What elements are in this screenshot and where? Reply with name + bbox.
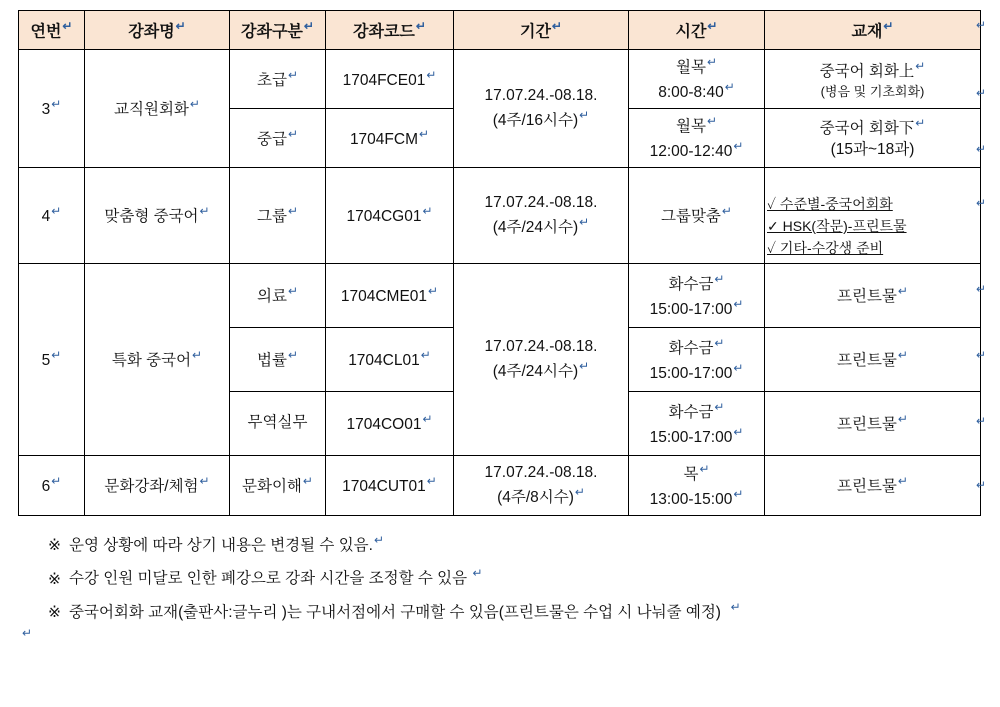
cell-course-code xyxy=(326,392,454,456)
pilcrow-icon: ↵ xyxy=(721,204,732,219)
value-textbook-title: 프린트물 xyxy=(837,288,897,306)
reference-mark-icon: ※ xyxy=(48,603,61,621)
value-time-range-wrap xyxy=(631,79,762,104)
value-textbook-title-wrap xyxy=(767,115,978,140)
value-course-code: 1704CL01 xyxy=(348,352,420,370)
value-period-weeks: (4주/24시수) xyxy=(492,218,579,236)
value-textbook-title-wrap xyxy=(767,58,978,83)
value-period-weeks-wrap xyxy=(456,107,626,132)
pilcrow-icon: ↵ xyxy=(420,348,431,363)
pilcrow-icon: ↵ xyxy=(733,486,744,501)
pilcrow-icon: ↵ xyxy=(51,204,62,219)
cell-no xyxy=(19,50,85,168)
cell-course-type xyxy=(230,109,326,168)
pilcrow-icon: ↵ xyxy=(706,55,717,69)
pilcrow-icon: ↵ xyxy=(897,474,908,489)
value-time-days-wrap xyxy=(631,271,762,296)
value-textbook-title: 프린트물 xyxy=(837,352,897,370)
value-period-weeks: (4주/16시수) xyxy=(492,111,579,129)
cell-period xyxy=(454,168,629,264)
value-time-range: 8:00-8:40 xyxy=(658,84,724,102)
footnote-text: 운영 상황에 따라 상기 내용은 변경될 수 있음. xyxy=(69,537,373,555)
value-time-days-wrap xyxy=(631,335,762,360)
value-time-range-wrap xyxy=(631,486,762,511)
cell-time xyxy=(629,168,765,264)
reference-mark-icon: ※ xyxy=(48,570,61,588)
value-no: 6 xyxy=(41,478,51,496)
cell-textbook xyxy=(765,109,981,168)
pilcrow-icon: ↵ xyxy=(189,97,200,112)
value-time-range: 15:00-17:00 xyxy=(649,364,733,382)
value-course-type: 무역실무 xyxy=(247,414,308,432)
pilcrow-icon: ↵ xyxy=(175,18,186,33)
cell-course-name xyxy=(85,456,230,516)
value-time-range-wrap xyxy=(631,138,762,163)
column-header-course-code xyxy=(326,11,454,50)
cell-course-type xyxy=(230,264,326,328)
column-header-course-type xyxy=(230,11,326,50)
cell-textbook xyxy=(765,50,981,109)
textbook-list xyxy=(767,174,978,259)
cell-textbook xyxy=(765,168,981,264)
value-time-days: 화수금 xyxy=(668,403,714,421)
cell-period xyxy=(454,264,629,456)
column-header-time xyxy=(629,11,765,50)
value-time-days-wrap xyxy=(631,399,762,424)
pilcrow-icon: ↵ xyxy=(302,474,313,489)
table-row xyxy=(19,50,981,109)
pilcrow-icon: ↵ xyxy=(472,566,483,581)
list-item: ✓ 기타-수강생 준비 xyxy=(767,239,884,256)
pilcrow-icon: ↵ xyxy=(733,139,744,154)
value-textbook-title-wrap xyxy=(767,411,978,436)
pilcrow-icon: ↵ xyxy=(287,284,298,299)
cell-textbook xyxy=(765,456,981,516)
value-period-weeks: (4주/8시수) xyxy=(497,488,574,506)
cell-course-code xyxy=(326,328,454,392)
cell-no xyxy=(19,168,85,264)
cell-course-type xyxy=(230,168,326,264)
value-textbook-title: 프린트물 xyxy=(837,478,897,496)
pilcrow-icon: ↵ xyxy=(976,348,987,362)
pilcrow-icon: ↵ xyxy=(915,58,926,73)
pilcrow-icon: ↵ xyxy=(426,67,437,82)
value-textbook-title: 중국어 회화上 xyxy=(819,62,915,80)
pilcrow-icon: ↵ xyxy=(426,474,437,489)
cell-period xyxy=(454,50,629,168)
cell-textbook xyxy=(765,392,981,456)
value-time-days-wrap xyxy=(631,461,762,486)
pilcrow-icon: ↵ xyxy=(51,348,62,363)
pilcrow-icon: ↵ xyxy=(303,18,314,33)
pilcrow-icon: ↵ xyxy=(714,399,725,414)
cell-course-type xyxy=(230,456,326,516)
value-time-days-wrap xyxy=(631,113,762,138)
pilcrow-icon: ↵ xyxy=(287,204,298,219)
value-course-name: 교직원회화 xyxy=(114,101,189,119)
table-row xyxy=(19,264,981,328)
column-header-period xyxy=(454,11,629,50)
pilcrow-icon: ↵ xyxy=(897,412,908,427)
course-schedule-table xyxy=(18,10,981,516)
value-textbook-title: 중국어 회화下 xyxy=(819,120,915,138)
cell-course-type xyxy=(230,50,326,109)
cell-course-name xyxy=(85,168,230,264)
footnotes xyxy=(18,528,986,627)
value-period-weeks-wrap xyxy=(456,358,626,383)
pilcrow-icon: ↵ xyxy=(883,18,894,33)
cell-no xyxy=(19,456,85,516)
value-period-weeks-wrap xyxy=(456,484,626,509)
pilcrow-icon: ↵ xyxy=(199,204,210,219)
pilcrow-icon: ↵ xyxy=(419,126,430,141)
table-header-row xyxy=(19,11,981,50)
pilcrow-icon: ↵ xyxy=(373,533,385,548)
pilcrow-icon: ↵ xyxy=(287,67,298,82)
pilcrow-icon: ↵ xyxy=(415,18,426,33)
value-textbook-note: (병음 및 기초회화) xyxy=(820,83,925,99)
value-time-days: 목 xyxy=(683,465,699,483)
value-period-date: 17.07.24.-08.18. xyxy=(484,193,598,211)
value-course-code: 1704CME01 xyxy=(340,288,428,306)
column-header-no xyxy=(19,11,85,50)
pilcrow-icon: ↵ xyxy=(287,348,298,363)
value-course-type: 문화이해 xyxy=(242,478,302,496)
cell-course-name xyxy=(85,264,230,456)
cell-time xyxy=(629,392,765,456)
value-textbook-title-wrap xyxy=(767,473,978,498)
column-header-course-name xyxy=(85,11,230,50)
pilcrow-icon: ↵ xyxy=(428,284,439,299)
value-time-range-wrap xyxy=(631,360,762,385)
header-label: 강좌구분 xyxy=(241,22,303,40)
footnote-text: 중국어회화 교재(출판사:글누리 )는 구내서점에서 구매할 수 있음(프린트물은 수업 시 나눠줄 예정) xyxy=(69,603,721,621)
list-item: ✓ HSK(작문)-프린트물 xyxy=(767,217,907,234)
pilcrow-icon: ↵ xyxy=(897,284,908,299)
pilcrow-icon: ↵ xyxy=(976,478,987,492)
cell-course-type xyxy=(230,328,326,392)
table-row xyxy=(19,168,981,264)
value-textbook-title-wrap xyxy=(767,347,978,372)
header-label: 시간 xyxy=(675,22,707,40)
value-period-date: 17.07.24.-08.18. xyxy=(484,337,598,355)
value-course-code: 1704CG01 xyxy=(346,208,422,226)
pilcrow-icon: ↵ xyxy=(730,599,741,614)
value-time-range: 12:00-12:40 xyxy=(649,143,733,161)
pilcrow-icon: ↵ xyxy=(976,86,987,100)
footnote-item xyxy=(48,595,986,628)
cell-course-code xyxy=(326,50,454,109)
cell-textbook xyxy=(765,328,981,392)
header-label: 강좌코드 xyxy=(353,22,415,40)
pilcrow-icon: ↵ xyxy=(733,360,744,375)
pilcrow-icon: ↵ xyxy=(51,97,62,112)
value-no: 5 xyxy=(41,352,51,370)
header-label: 강좌명 xyxy=(128,22,175,40)
value-time-range: 15:00-17:00 xyxy=(649,428,733,446)
column-header-textbook xyxy=(765,11,981,50)
pilcrow-icon: ↵ xyxy=(714,271,725,286)
value-course-type: 중급 xyxy=(256,130,287,148)
pilcrow-icon: ↵ xyxy=(733,424,744,439)
pilcrow-icon: ↵ xyxy=(22,626,33,640)
pilcrow-icon: ↵ xyxy=(579,358,590,373)
value-period-date: 17.07.24.-08.18. xyxy=(484,463,598,481)
header-label: 기간 xyxy=(520,22,551,40)
cell-period xyxy=(454,456,629,516)
value-course-type: 의료 xyxy=(256,288,287,306)
value-time-days: 월목 xyxy=(675,118,706,136)
value-course-type: 법률 xyxy=(256,352,287,370)
value-period-weeks-wrap xyxy=(456,214,626,239)
pilcrow-icon: ↵ xyxy=(733,296,744,311)
cell-course-name xyxy=(85,50,230,168)
value-time-range: 15:00-17:00 xyxy=(649,300,733,318)
value-course-type: 그룹 xyxy=(256,208,287,226)
value-textbook-title-wrap xyxy=(767,283,978,308)
pilcrow-icon: ↵ xyxy=(976,142,987,156)
value-textbook-title: 프린트물 xyxy=(837,416,897,434)
value-course-type: 초급 xyxy=(256,71,287,89)
footnote-item xyxy=(48,528,986,561)
pilcrow-icon: ↵ xyxy=(976,18,987,32)
value-course-name: 문화강좌/체험 xyxy=(104,478,199,496)
cell-time xyxy=(629,50,765,109)
value-course-code: 1704FCM xyxy=(349,130,418,148)
cell-time xyxy=(629,456,765,516)
pilcrow-icon: ↵ xyxy=(422,412,433,427)
value-course-code: 1704FCE01 xyxy=(342,71,426,89)
pilcrow-icon: ↵ xyxy=(579,107,590,122)
cell-time xyxy=(629,328,765,392)
pilcrow-icon: ↵ xyxy=(422,204,433,219)
pilcrow-icon: ↵ xyxy=(976,282,987,296)
header-label: 연번 xyxy=(30,22,62,40)
value-course-name: 맞춤형 중국어 xyxy=(104,208,199,226)
cell-course-code xyxy=(326,264,454,328)
pilcrow-icon: ↵ xyxy=(915,116,926,131)
pilcrow-icon: ↵ xyxy=(976,196,987,210)
value-period-date: 17.07.24.-08.18. xyxy=(484,86,598,104)
pilcrow-icon: ↵ xyxy=(551,18,562,33)
cell-time xyxy=(629,264,765,328)
pilcrow-icon: ↵ xyxy=(724,80,735,95)
pilcrow-icon: ↵ xyxy=(976,414,987,428)
cell-no xyxy=(19,264,85,456)
cell-course-type xyxy=(230,392,326,456)
value-course-code: 1704CUT01 xyxy=(342,478,426,496)
pilcrow-icon: ↵ xyxy=(199,474,210,489)
cell-time xyxy=(629,109,765,168)
pilcrow-icon: ↵ xyxy=(62,18,73,33)
cell-course-code xyxy=(326,109,454,168)
value-time-days-wrap xyxy=(631,203,762,228)
value-time-days: 화수금 xyxy=(668,339,714,357)
reference-mark-icon: ※ xyxy=(48,537,61,555)
value-textbook-note: (15과~18과) xyxy=(830,141,915,159)
pilcrow-icon: ↵ xyxy=(51,474,62,489)
value-time-days: 그룹맞춤 xyxy=(661,208,721,226)
list-item: ✓ 수준별-중국어회화 xyxy=(767,196,893,213)
table-row xyxy=(19,456,981,516)
value-time-days-wrap xyxy=(631,54,762,79)
value-no: 4 xyxy=(41,208,51,226)
value-no: 3 xyxy=(41,101,51,119)
value-time-range-wrap xyxy=(631,424,762,449)
pilcrow-icon: ↵ xyxy=(574,484,585,499)
cell-course-code xyxy=(326,456,454,516)
value-time-days: 화수금 xyxy=(668,275,714,293)
pilcrow-icon: ↵ xyxy=(699,461,710,476)
pilcrow-icon: ↵ xyxy=(192,348,203,363)
pilcrow-icon: ↵ xyxy=(897,348,908,363)
value-time-days: 월목 xyxy=(675,59,706,77)
value-course-code: 1704CO01 xyxy=(346,416,422,434)
pilcrow-icon: ↵ xyxy=(287,126,298,141)
header-label: 교재 xyxy=(851,22,883,40)
pilcrow-icon: ↵ xyxy=(707,18,718,33)
line-end-marks xyxy=(976,0,994,707)
value-course-name: 특화 중국어 xyxy=(111,352,192,370)
cell-course-code xyxy=(326,168,454,264)
pilcrow-icon: ↵ xyxy=(579,214,590,229)
pilcrow-icon: ↵ xyxy=(714,335,725,350)
cell-textbook xyxy=(765,264,981,328)
footnote-item xyxy=(48,561,986,594)
value-time-range-wrap xyxy=(631,296,762,321)
footnote-text: 수강 인원 미달로 인한 폐강으로 강좌 시간을 조정할 수 있음 xyxy=(69,570,468,588)
pilcrow-icon: ↵ xyxy=(706,114,717,129)
value-period-weeks: (4주/24시수) xyxy=(492,362,579,380)
value-time-range: 13:00-15:00 xyxy=(649,490,733,508)
